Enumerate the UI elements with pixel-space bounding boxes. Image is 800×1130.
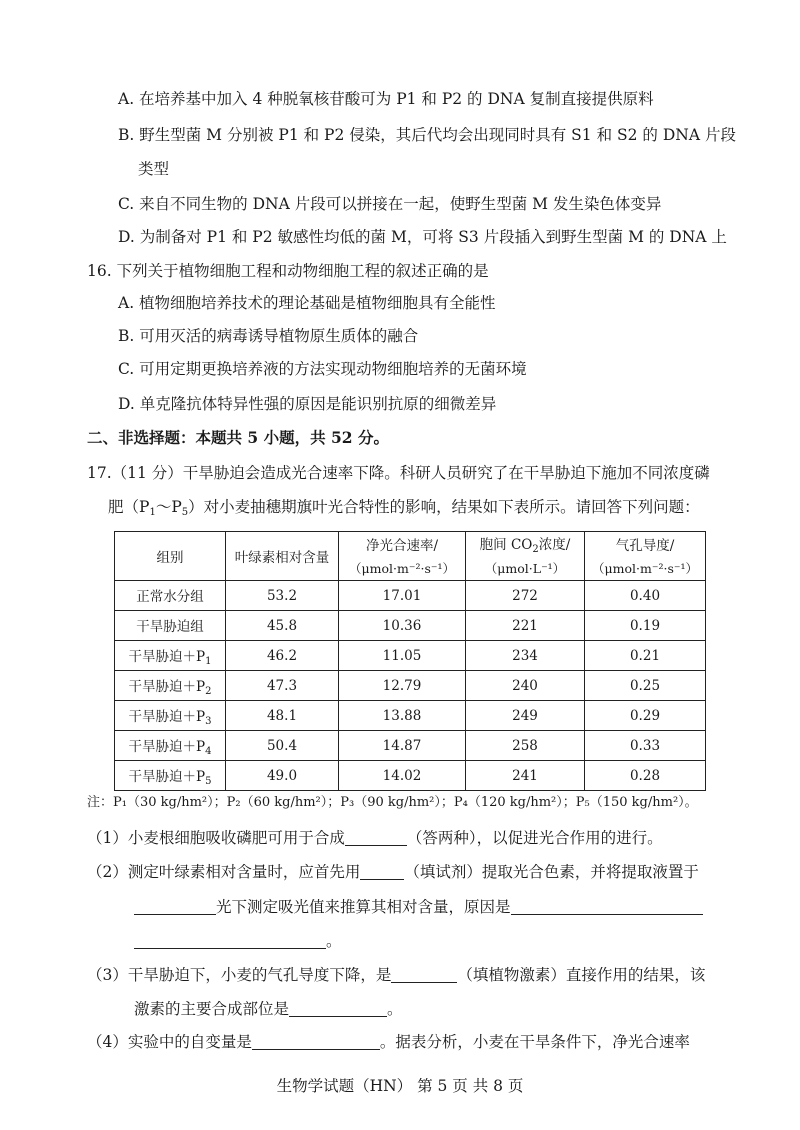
cell-chlorophyll: 46.2	[226, 641, 339, 671]
cell-group: 干旱胁迫$+P_5$	[115, 761, 226, 791]
answer-blank[interactable]	[134, 932, 326, 949]
header-net-rate: 净光合速率/	[339, 532, 466, 557]
q17-stem-line1: 17.（11 分）干旱胁迫会造成光合速率下降。科研人员研究了在干旱胁迫下施加不同浓度磷	[87, 464, 710, 482]
results-table	[114, 531, 706, 791]
cell-co2: 240	[466, 671, 585, 701]
answer-blank[interactable]	[134, 898, 216, 915]
table-row	[115, 761, 706, 791]
header-chlorophyll: 叶绿素相对含量	[226, 532, 339, 581]
sub-question-3-line2: 激素的主要合成部位是 。	[134, 1000, 403, 1018]
cell-stomatal: 0.21	[585, 641, 706, 671]
cell-co2: 272	[466, 581, 585, 611]
answer-blank[interactable]	[511, 898, 703, 915]
cell-stomatal: 0.25	[585, 671, 706, 701]
q15-option-b: B. 野生型菌 M 分别被 P1 和 P2 侵染，其后代均会出现同时具有 S1 和 S2 的 DNA 片段	[118, 126, 736, 144]
q15-option-a: A. 在培养基中加入 4 种脱氧核苷酸可为 P1 和 P2 的 DNA 复制直接提供原料	[118, 90, 654, 108]
cell-stomatal: 0.33	[585, 731, 706, 761]
cell-co2: 249	[466, 701, 585, 731]
page-footer: 生物学试题（HN） 第 5 页 共 8 页	[276, 1077, 524, 1095]
cell-stomatal: 0.19	[585, 611, 706, 641]
cell-net-rate: 10.36	[339, 611, 466, 641]
header-net-rate-unit: （μmol·m⁻²·s⁻¹）	[339, 556, 466, 581]
cell-co2: 258	[466, 731, 585, 761]
table-row	[115, 611, 706, 641]
q16-stem: 16. 下列关于植物细胞工程和动物细胞工程的叙述正确的是	[87, 262, 489, 280]
table-row	[115, 641, 706, 671]
q15-option-c: C. 来自不同生物的 DNA 片段可以拼接在一起，使野生型菌 M 发生染色体变异	[118, 195, 662, 213]
table-row	[115, 671, 706, 701]
sub-question-4: （4）实验中的自变量是 。据表分析，小麦在干旱条件下，净光合速率	[87, 1033, 690, 1051]
cell-net-rate: 14.87	[339, 731, 466, 761]
sub-question-2: （2）测定叶绿素相对含量时，应首先用 （填试剂）提取光合色素，并将提取液置于	[87, 863, 699, 881]
table-row	[115, 581, 706, 611]
answer-blank[interactable]	[345, 829, 407, 846]
cell-net-rate: 14.02	[339, 761, 466, 791]
header-group: 组别	[115, 532, 226, 581]
answer-blank[interactable]	[360, 863, 404, 880]
sub-question-1: （1）小麦根细胞吸收磷肥可用于合成 （答两种），以促进光合作用的进行。	[87, 829, 663, 847]
header-stomatal-unit: （μmol·m⁻²·s⁻¹）	[585, 556, 706, 581]
section-heading: 二、非选择题：本题共 5 小题，共 52 分。	[87, 428, 389, 447]
answer-blank[interactable]	[289, 1000, 387, 1017]
cell-chlorophyll: 47.3	[226, 671, 339, 701]
q16-option-c: C. 可用定期更换培养液的方法实现动物细胞培养的无菌环境	[118, 360, 527, 378]
cell-chlorophyll: 49.0	[226, 761, 339, 791]
cell-group: 干旱胁迫$+P_1$	[115, 641, 226, 671]
q15-option-b-continued: 类型	[138, 160, 170, 178]
q16-option-b: B. 可用灭活的病毒诱导植物原生质体的融合	[118, 327, 419, 345]
header-stomatal: 气孔导度/	[585, 532, 706, 557]
cell-net-rate: 12.79	[339, 671, 466, 701]
cell-stomatal: 0.29	[585, 701, 706, 731]
cell-chlorophyll: 48.1	[226, 701, 339, 731]
cell-net-rate: 17.01	[339, 581, 466, 611]
header-co2-unit: （μmol·L⁻¹）	[466, 556, 585, 581]
q15-option-d: D. 为制备对 P1 和 P2 敏感性均低的菌 M，可将 S3 片段插入到野生型菌 M 的 DNA 上	[118, 228, 727, 246]
cell-stomatal: 0.28	[585, 761, 706, 791]
q17-stem-line2: 肥$(P_1\sim P_5)$对小麦抽穗期旗叶光合特性的影响，结果如下表所示。请回答下列问题：	[108, 498, 700, 518]
cell-group: 干旱胁迫$+P_4$	[115, 731, 226, 761]
cell-chlorophyll: 53.2	[226, 581, 339, 611]
cell-group: 干旱胁迫$+P_2$	[115, 671, 226, 701]
cell-co2: 241	[466, 761, 585, 791]
table-row	[115, 731, 706, 761]
sub-question-3: （3）干旱胁迫下，小麦的气孔导度下降，是 （填植物激素）直接作用的结果，该	[87, 966, 706, 984]
cell-group: 正常水分组	[115, 581, 226, 611]
cell-co2: 234	[466, 641, 585, 671]
sub-question-2-line2: 光下测定吸光值来推算其相对含量，原因是	[134, 896, 703, 918]
q16-option-a: A. 植物细胞培养技术的理论基础是植物细胞具有全能性	[118, 294, 496, 312]
cell-chlorophyll: 50.4	[226, 731, 339, 761]
cell-chlorophyll: 45.8	[226, 611, 339, 641]
cell-net-rate: 13.88	[339, 701, 466, 731]
answer-blank[interactable]	[391, 966, 457, 983]
answer-blank[interactable]	[252, 1033, 380, 1050]
table-note: 注：P₁（30 kg/hm²）；P₂（60 kg/hm²）；P₃（90 kg/hm²）；P₄（120 kg/hm²）；P₅（150 kg/hm²）。	[87, 795, 698, 810]
cell-stomatal: 0.40	[585, 581, 706, 611]
cell-group: 干旱胁迫$+P_3$	[115, 701, 226, 731]
table-row	[115, 701, 706, 731]
cell-net-rate: 11.05	[339, 641, 466, 671]
cell-group: 干旱胁迫组	[115, 611, 226, 641]
header-co2: 胞间 $CO_2$浓度/	[466, 532, 585, 557]
sub-question-2-line3: 。	[134, 930, 342, 952]
q16-option-d: D. 单克隆抗体特异性强的原因是能识别抗原的细微差异	[118, 395, 497, 413]
cell-co2: 221	[466, 611, 585, 641]
